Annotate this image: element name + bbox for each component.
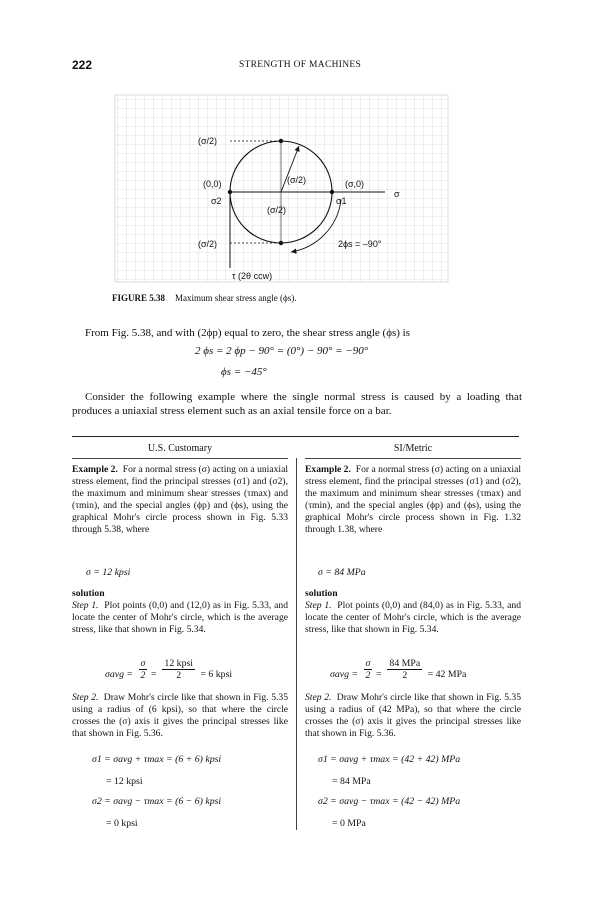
point-bottom [279,241,283,245]
step2-label-us: Step 2. [72,692,99,703]
label-sigma2: σ2 [211,196,222,206]
step1-us [72,600,288,636]
figure-caption [112,293,296,303]
mohr-circle-figure [0,0,600,300]
step1-label-us: Step 1. [72,600,99,611]
point-top [279,139,283,143]
given-us: σ = 12 kpsi [86,567,131,578]
avg-den1-si: 2 [365,670,371,681]
paragraph-2: Consider the following example where the single normal stress is caused by a loading that produces a uniaxial stress element such as an axial tensile force on a bar. [72,391,522,417]
example-body-si: For a normal stress (σ) acting on a uniaxial stress element, find the principal stresses (σ1) and (σ2), the maximum and minimum shear stresses (τmax) and (τmin), and the special angles (ϕp) and (ϕs), using the graphical Mohr's circle process shown in Fig. 1.32 through 1.38, where [305,464,521,536]
point-origin [228,190,232,194]
example-label-us: Example 2. [72,464,118,475]
avg-equation-si: σavg = $\frac{\sigma}{2}$ = 84 MPa 2 = 42 MPa [330,658,467,681]
label-center: (σ/2) [267,205,287,215]
sigma1-equation-si: σ1 = σavg + τmax = (42 + 42) MPa [318,754,461,765]
step2-body-si: Draw Mohr's circle like that shown in Fig. 5.35 using a radius of (42 MPa), so that where the circle crosses the (σ) axis it gives the principal stresses like that shown in Fig. 5.36. [305,692,521,740]
step2-label-si: Step 2. [305,692,332,703]
sigma2-result-si: = 0 MPa [332,818,366,829]
solution-label-us: solution [72,588,105,599]
label-axis-sigma: σ [394,189,400,199]
table-top-rule [72,436,519,437]
figure-caption-text: Maximum shear stress angle (ϕs). [175,293,297,303]
sigma2-equation-si: σ2 = σavg − τmax = (42 − 42) MPa [318,796,461,807]
avg-equation-us: σavg = $\frac{\sigma}{2}$ = 12 kpsi 2 = 6 kpsi [105,658,233,681]
column-heading-si: SI/Metric [393,443,433,454]
label-sigma1: σ1 [336,196,347,206]
example-label-si: Example 2. [305,464,351,475]
figure-caption-label: FIGURE 5.38 [112,293,166,303]
sigma1-result-us: = 12 kpsi [106,776,143,787]
equation-2: ϕs = −45° [221,366,267,378]
step2-body-us: Draw Mohr's circle like that shown in Fig. 5.35 using a radius of (6 kpsi), so that where the circle crosses the (σ) axis it gives the principal stresses like that shown in Fig. 5.36. [72,692,288,740]
equation-1: 2 ϕs = 2 ϕp − 90° = (0°) − 90° = −90° [195,345,369,357]
column-divider [296,458,297,830]
column-heading-us: U.S. Customary [147,443,213,454]
column-rule-us [72,458,288,459]
avg-num2-us: 12 kpsi [164,658,193,669]
sigma1-equation-us: σ1 = σavg + τmax = (6 + 6) kpsi [92,754,222,765]
column-rule-si [305,458,521,459]
paragraph-1: From Fig. 5.38, and with (2ϕp) equal to zero, the shear stress angle (ϕs) is [85,327,411,339]
example-body-us: For a normal stress (σ) acting on a uniaxial stress element, find the principal stresses (σ1) and (σ2), the maximum and minimum shear stresses (τmax) and (τmin), and the special angles (ϕp) and (ϕs), using the graphical Mohr's circle process shown in Fig. 5.33 through 5.38, where [72,464,288,536]
sigma2-result-us: = 0 kpsi [106,818,138,829]
avg-result-si: = 42 MPa [427,668,467,680]
step1-body-us: Plot points (0,0) and (12,0) as in Fig. 5.33, and locate the center of Mohr's circle, which is the average stress, like that shown in Fig. 5.34. [72,600,289,636]
label-mid: (σ/2) [287,175,307,185]
step1-si [305,600,521,636]
step1-label-si: Step 1. [305,600,332,611]
example-text-si [305,464,521,537]
avg-num2-si: 84 MPa [389,658,421,669]
step1-body-si: Plot points (0,0) and (84,0) as in Fig. 5.33, and locate the center of Mohr's circle, which is the average stress, like that shown in Fig. 5.34. [305,600,522,636]
avg-den2-si: 2 [402,670,408,681]
avg-num1-si: σ [365,658,371,669]
example-text-us [72,464,288,537]
point-right [330,190,334,194]
label-tau-axis: τ (2θ ccw) [232,271,273,281]
label-origin: (0,0) [203,179,222,189]
label-right: (σ,0) [345,179,365,189]
given-si: σ = 84 MPa [318,567,366,578]
label-bottom: (σ/2) [198,239,218,249]
sigma1-result-si: = 84 MPa [332,776,371,787]
step2-us [72,692,288,740]
avg-lhs-si: σavg = [330,668,359,680]
avg-den1-us: 2 [140,670,146,681]
avg-num1-us: σ [140,658,146,669]
running-title: STRENGTH OF MACHINES [238,60,362,70]
label-angle: 2ϕs = –90° [338,239,382,249]
solution-label-si: solution [305,588,338,599]
sigma2-equation-us: σ2 = σavg − τmax = (6 − 6) kpsi [92,796,222,807]
label-top: (σ/2) [198,136,218,146]
avg-lhs-us: σavg = [105,668,134,680]
page-number: 222 [72,58,93,72]
avg-result-us: = 6 kpsi [200,668,233,680]
step2-si [305,692,521,740]
avg-den2-us: 2 [176,670,182,681]
